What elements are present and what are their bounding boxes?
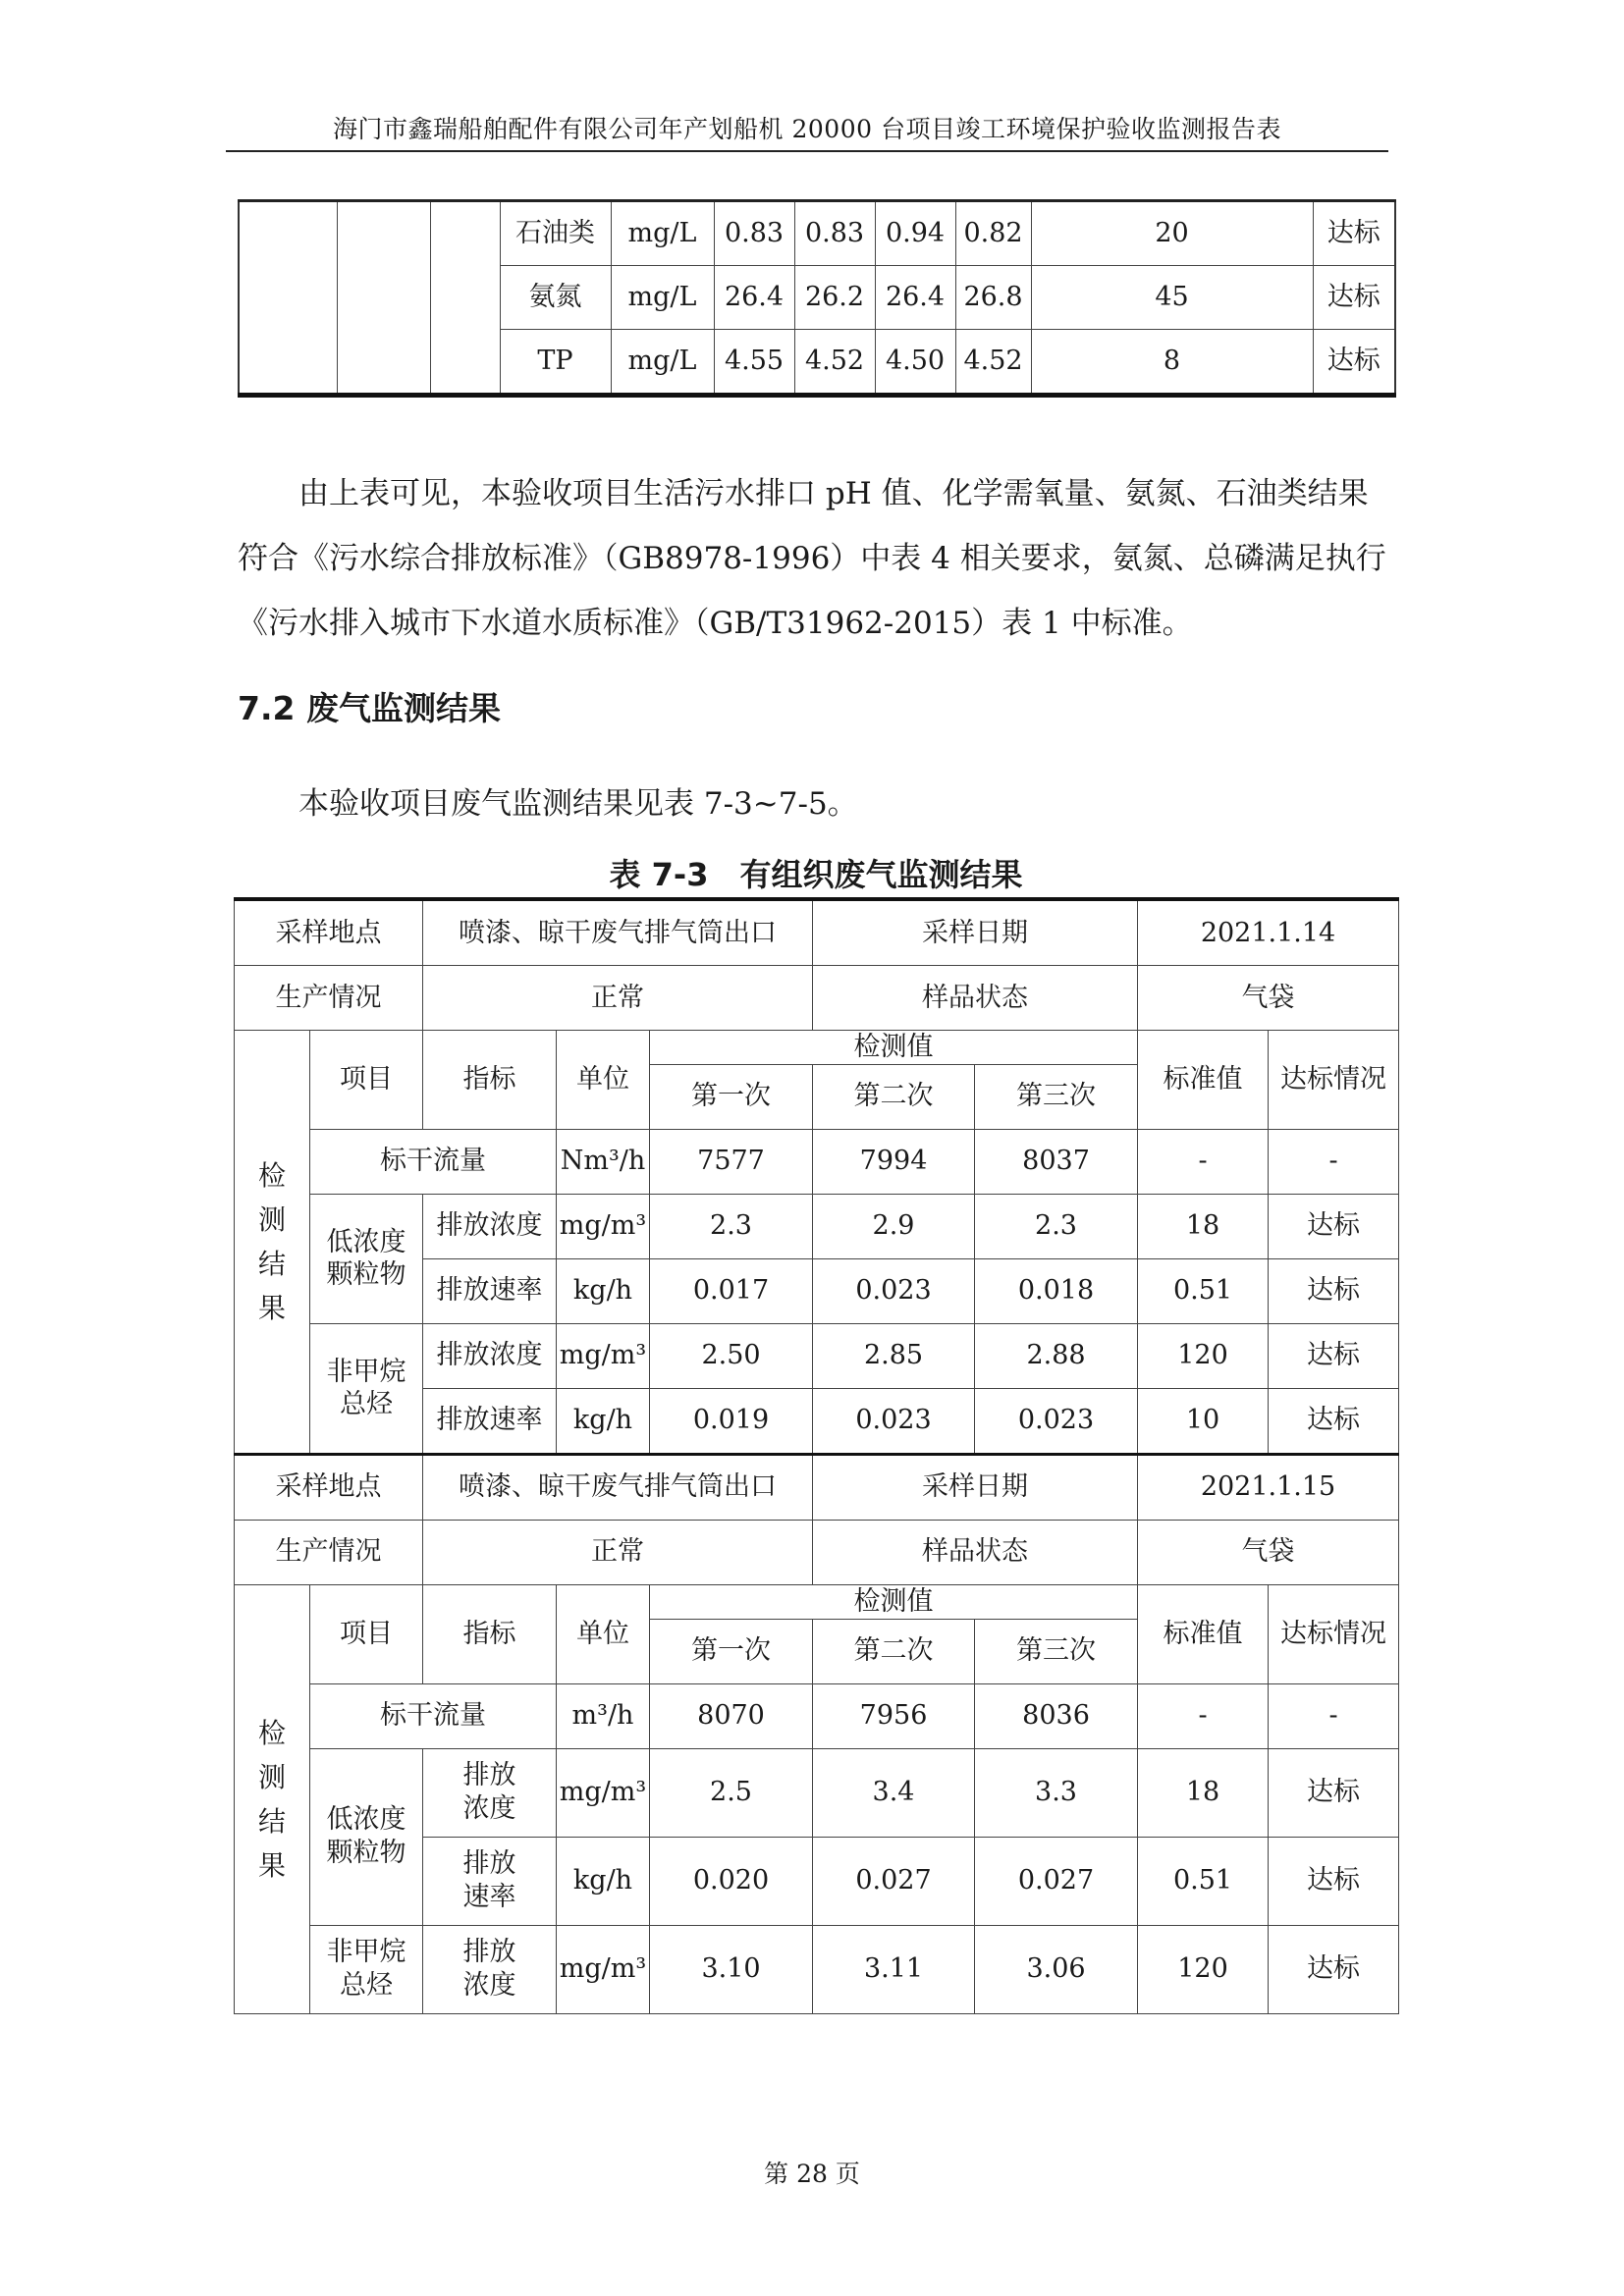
production-value: 正常 xyxy=(423,1520,813,1584)
value-cell: 7956 xyxy=(813,1683,975,1748)
table-row xyxy=(235,1584,1399,1619)
result-cell: 达标 xyxy=(1269,1388,1399,1454)
value-cell: 0.019 xyxy=(650,1388,813,1454)
unit-cell: kg/h xyxy=(557,1837,650,1925)
second-header: 第二次 xyxy=(813,1064,975,1129)
value-cell: 2.88 xyxy=(975,1323,1138,1388)
sampling-date-value: 2021.1.15 xyxy=(1138,1454,1399,1520)
standard-cell: 120 xyxy=(1138,1925,1269,2013)
third-header: 第三次 xyxy=(975,1619,1138,1683)
standard-header: 标准值 xyxy=(1138,1031,1269,1130)
pollutant-group-cell xyxy=(310,1194,423,1323)
standard-cell: 0.51 xyxy=(1138,1258,1269,1323)
table-row xyxy=(235,1323,1399,1388)
sample-state-value: 气袋 xyxy=(1138,966,1399,1031)
pollutant-cell: 石油类 xyxy=(500,201,611,266)
sampling-site-value: 喷漆、晾干废气排气筒出口 xyxy=(423,899,813,966)
results-label-text: 检测结果 xyxy=(257,1716,286,1882)
standard-cell: 18 xyxy=(1138,1194,1269,1258)
indicator-text: 排放浓度 xyxy=(436,1340,543,1371)
pollutant-name: 低浓度颗粒物 xyxy=(326,1226,406,1291)
value-cell: 0.027 xyxy=(813,1837,975,1925)
sampling-site-label: 采样地点 xyxy=(235,899,423,966)
value-cell: 3.11 xyxy=(813,1925,975,2013)
intro-paragraph xyxy=(238,772,1394,836)
table-row xyxy=(235,1925,1399,2013)
compliance-header: 达标情况 xyxy=(1269,1584,1399,1683)
sampling-site-value: 喷漆、晾干废气排气筒出口 xyxy=(423,1454,813,1520)
indicator-text: 排放速率 xyxy=(436,1275,543,1307)
empty-cell xyxy=(337,201,430,396)
measured-header: 检测值 xyxy=(650,1584,1138,1619)
result-cell: 达标 xyxy=(1269,1323,1399,1388)
result-cell: 达标 xyxy=(1269,1748,1399,1837)
pollutant-name: 非甲烷总烃 xyxy=(326,1937,406,2001)
flow-label: 标干流量 xyxy=(310,1129,557,1194)
first-header: 第一次 xyxy=(650,1619,813,1683)
indicator-text: 排放速率 xyxy=(462,1848,516,1912)
result-cell: 达标 xyxy=(1269,1925,1399,2013)
standard-cell: 18 xyxy=(1138,1748,1269,1837)
result-cell: - xyxy=(1269,1683,1399,1748)
standard-cell: 45 xyxy=(1031,266,1313,330)
empty-cell xyxy=(430,201,500,396)
value-cell: 0.020 xyxy=(650,1837,813,1925)
table-row xyxy=(235,1520,1399,1584)
table-row xyxy=(235,899,1399,966)
result-cell: 达标 xyxy=(1269,1258,1399,1323)
value-cell: 0.83 xyxy=(714,201,794,266)
sample-state-label: 样品状态 xyxy=(813,966,1138,1031)
empty-cell xyxy=(239,201,337,396)
result-cell: 达标 xyxy=(1313,330,1395,396)
pollutant-group-cell xyxy=(310,1323,423,1454)
pollutant-cell: 氨氮 xyxy=(500,266,611,330)
indicator-cell xyxy=(423,1388,557,1454)
water-monitoring-table xyxy=(238,199,1396,398)
unit-cell: mg/L xyxy=(611,330,714,396)
value-cell: 0.017 xyxy=(650,1258,813,1323)
value-cell: 26.4 xyxy=(714,266,794,330)
table-caption: 表 7-3 有组织废气监测结果 xyxy=(609,856,1023,893)
value-cell: 3.4 xyxy=(813,1748,975,1837)
unit-cell: mg/L xyxy=(611,201,714,266)
page-header: 海门市鑫瑞船舶配件有限公司年产划船机 20000 台项目竣工环境保护验收监测报告表 xyxy=(333,115,1281,143)
sampling-date-label: 采样日期 xyxy=(813,1454,1138,1520)
value-cell: 0.023 xyxy=(813,1388,975,1454)
pollutant-name: 非甲烷总烃 xyxy=(326,1356,406,1420)
value-cell: 2.3 xyxy=(975,1194,1138,1258)
compliance-header: 达标情况 xyxy=(1269,1031,1399,1130)
unit-cell: m³/h xyxy=(557,1683,650,1748)
unit-cell: mg/m³ xyxy=(557,1925,650,2013)
production-label: 生产情况 xyxy=(235,1520,423,1584)
unit-cell: mg/m³ xyxy=(557,1194,650,1258)
standard-cell: - xyxy=(1138,1129,1269,1194)
value-cell: 8070 xyxy=(650,1683,813,1748)
indicator-text: 排放浓度 xyxy=(436,1210,543,1242)
value-cell: 4.52 xyxy=(794,330,875,396)
value-cell: 26.2 xyxy=(794,266,875,330)
value-cell: 8037 xyxy=(975,1129,1138,1194)
table-row xyxy=(235,966,1399,1031)
result-cell: 达标 xyxy=(1269,1837,1399,1925)
conclusion-text: 由上表可见，本验收项目生活污水排口 pH 值、化学需氧量、氨氮、石油类结果符合《污水综合排放标准》（GB8978-1996）中表 4 相关要求，氨氮、总磷满足执行《污水排入城市下水道水质标准》（GB/T31962-2015）表 1 中标准。 xyxy=(238,476,1386,641)
indicator-cell xyxy=(423,1925,557,2013)
value-cell: 2.9 xyxy=(813,1194,975,1258)
indicator-header: 指标 xyxy=(423,1031,557,1130)
standard-cell: 0.51 xyxy=(1138,1837,1269,1925)
results-vertical-label xyxy=(235,1031,310,1455)
results-label-text: 检测结果 xyxy=(257,1158,286,1324)
section-heading: 7.2 废气监测结果 xyxy=(238,689,501,727)
page-number: 第 28 页 xyxy=(764,2160,860,2188)
results-vertical-label xyxy=(235,1584,310,2013)
gas-monitoring-table xyxy=(234,897,1399,2014)
standard-cell: - xyxy=(1138,1683,1269,1748)
table-row xyxy=(235,1129,1399,1194)
production-label: 生产情况 xyxy=(235,966,423,1031)
unit-cell: mg/L xyxy=(611,266,714,330)
value-cell: 2.3 xyxy=(650,1194,813,1258)
third-header: 第三次 xyxy=(975,1064,1138,1129)
standard-header: 标准值 xyxy=(1138,1584,1269,1683)
header-divider xyxy=(226,150,1388,152)
result-cell: 达标 xyxy=(1313,266,1395,330)
standard-cell: 10 xyxy=(1138,1388,1269,1454)
value-cell: 0.023 xyxy=(813,1258,975,1323)
flow-label: 标干流量 xyxy=(310,1683,557,1748)
item-header: 项目 xyxy=(310,1031,423,1130)
unit-cell: mg/m³ xyxy=(557,1748,650,1837)
standard-cell: 8 xyxy=(1031,330,1313,396)
value-cell: 0.023 xyxy=(975,1388,1138,1454)
unit-header: 单位 xyxy=(557,1031,650,1130)
result-cell: 达标 xyxy=(1269,1194,1399,1258)
value-cell: 3.06 xyxy=(975,1925,1138,2013)
measured-header: 检测值 xyxy=(650,1031,1138,1065)
value-cell: 4.55 xyxy=(714,330,794,396)
value-cell: 7577 xyxy=(650,1129,813,1194)
value-cell: 2.5 xyxy=(650,1748,813,1837)
table-row xyxy=(235,1031,1399,1065)
result-cell: - xyxy=(1269,1129,1399,1194)
pollutant-group-cell xyxy=(310,1925,423,2013)
standard-cell: 20 xyxy=(1031,201,1313,266)
second-header: 第二次 xyxy=(813,1619,975,1683)
sample-state-label: 样品状态 xyxy=(813,1520,1138,1584)
indicator-text: 排放速率 xyxy=(436,1405,543,1436)
table-row xyxy=(235,1748,1399,1837)
item-header: 项目 xyxy=(310,1584,423,1683)
pollutant-group-cell xyxy=(310,1748,423,1925)
value-cell: 26.4 xyxy=(875,266,955,330)
unit-cell: mg/m³ xyxy=(557,1323,650,1388)
intro-text: 本验收项目废气监测结果见表 7-3~7-5。 xyxy=(298,786,858,822)
indicator-header: 指标 xyxy=(423,1584,557,1683)
value-cell: 8036 xyxy=(975,1683,1138,1748)
first-header: 第一次 xyxy=(650,1064,813,1129)
pollutant-cell: TP xyxy=(500,330,611,396)
indicator-cell xyxy=(423,1194,557,1258)
unit-cell: kg/h xyxy=(557,1258,650,1323)
pollutant-name: 低浓度颗粒物 xyxy=(326,1804,406,1868)
production-value: 正常 xyxy=(423,966,813,1031)
value-cell: 7994 xyxy=(813,1129,975,1194)
value-cell: 0.82 xyxy=(955,201,1031,266)
unit-header: 单位 xyxy=(557,1584,650,1683)
table-row xyxy=(235,1454,1399,1520)
sample-state-value: 气袋 xyxy=(1138,1520,1399,1584)
value-cell: 0.027 xyxy=(975,1837,1138,1925)
value-cell: 2.85 xyxy=(813,1323,975,1388)
value-cell: 4.50 xyxy=(875,330,955,396)
value-cell: 0.018 xyxy=(975,1258,1138,1323)
conclusion-paragraph xyxy=(238,461,1394,656)
sampling-site-label: 采样地点 xyxy=(235,1454,423,1520)
sampling-date-value: 2021.1.14 xyxy=(1138,899,1399,966)
result-cell: 达标 xyxy=(1313,201,1395,266)
indicator-text: 排放浓度 xyxy=(462,1760,516,1824)
value-cell: 0.83 xyxy=(794,201,875,266)
indicator-cell xyxy=(423,1323,557,1388)
standard-cell: 120 xyxy=(1138,1323,1269,1388)
unit-cell: Nm³/h xyxy=(557,1129,650,1194)
indicator-cell xyxy=(423,1258,557,1323)
value-cell: 2.50 xyxy=(650,1323,813,1388)
value-cell: 4.52 xyxy=(955,330,1031,396)
table-row xyxy=(235,1683,1399,1748)
sampling-date-label: 采样日期 xyxy=(813,899,1138,966)
value-cell: 3.10 xyxy=(650,1925,813,2013)
value-cell: 0.94 xyxy=(875,201,955,266)
value-cell: 3.3 xyxy=(975,1748,1138,1837)
indicator-cell xyxy=(423,1837,557,1925)
table-row xyxy=(239,201,1395,266)
table-row xyxy=(235,1194,1399,1258)
unit-cell: kg/h xyxy=(557,1388,650,1454)
value-cell: 26.8 xyxy=(955,266,1031,330)
indicator-cell xyxy=(423,1748,557,1837)
indicator-text: 排放浓度 xyxy=(462,1937,516,2001)
